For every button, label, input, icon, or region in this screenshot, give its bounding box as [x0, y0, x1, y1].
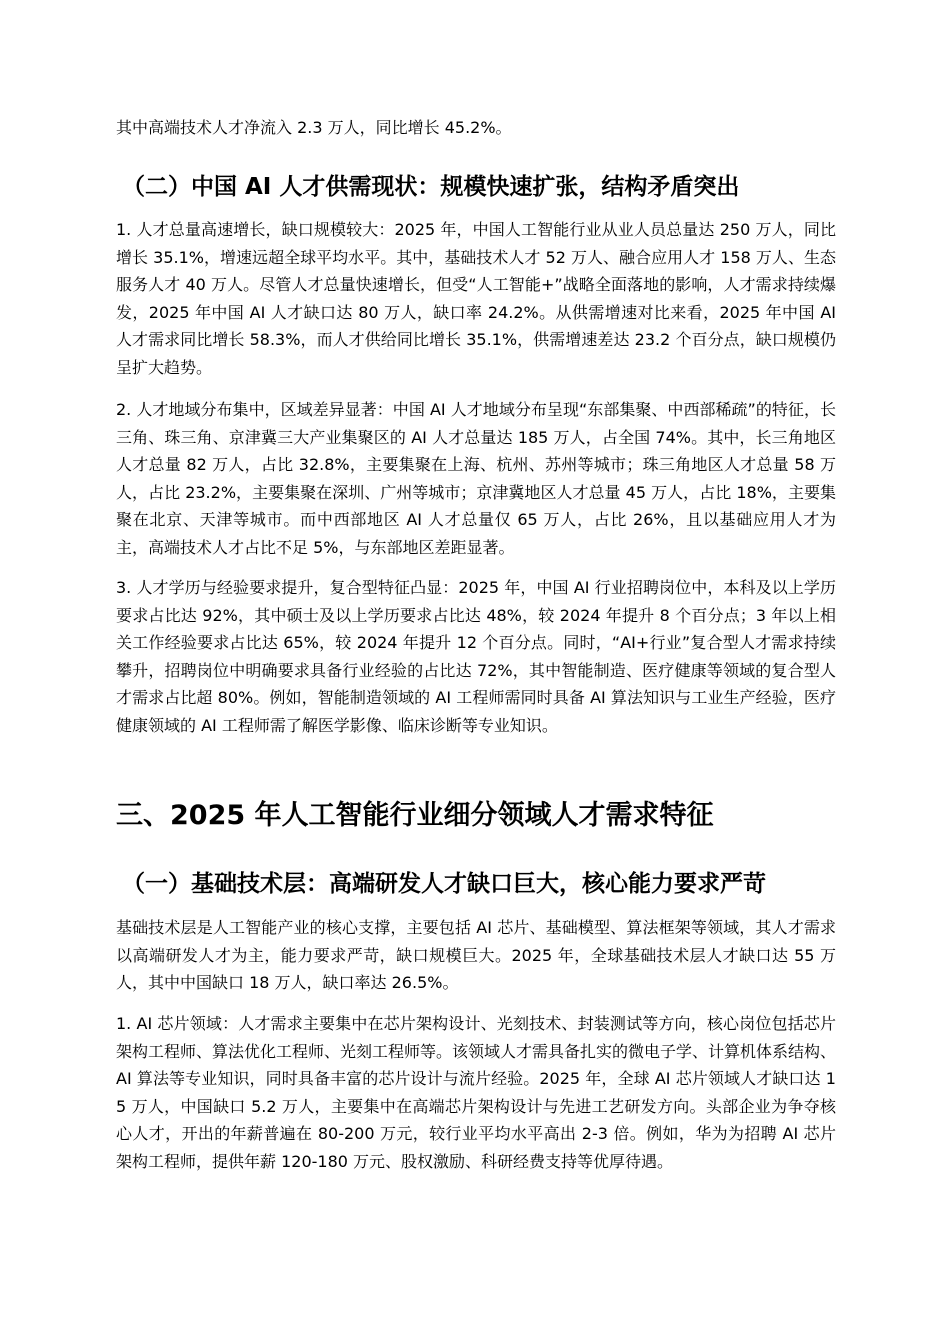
intro-paragraph: 其中高端技术人才净流入 2.3 万人，同比增长 45.2%。	[116, 118, 512, 137]
base-tech-paragraph: 基础技术层是人工智能产业的核心支撑，主要包括 AI 芯片、基础模型、算法框架等领域，其人才需求以高端研发人才为主，能力要求严苛，缺口规模巨大。2025 年，全球基础技术层人才缺口达 55 万人，其中中国缺口 18 万人，缺口率达 26.5%。	[116, 918, 836, 992]
talent-total-paragraph: 1. 人才总量高速增长，缺口规模较大：2025 年，中国人工智能行业从业人员总量达 250 万人，同比增长 35.1%，增速远超全球平均水平。其中，基础技术人才 52 万人、融合应用人才 158 万人、生态服务人才 40 万人。尽管人才总量快速增长，但受“人工智能+”战略全面落地的影响，人才需求持续爆发，2025 年中国 AI 人才缺口达 80 万人，缺口率 24.2%。从供需增速对比来看，2025 年中国 AI 人才需求同比增长 58.3%，而人才供给同比增长 35.1%，供需增速差达 23.2 个百分点，缺口规模仍呈扩大趋势。	[116, 220, 836, 377]
section-2-heading: （二）中国 AI 人才供需现状：规模快速扩张，结构矛盾突出	[122, 174, 740, 200]
talent-education-paragraph: 3. 人才学历与经验要求提升，复合型特征凸显：2025 年，中国 AI 行业招聘岗位中，本科及以上学历要求占比达 92%，其中硕士及以上学历要求占比达 48%，较 2024 年提升 8 个百分点；3 年以上相关工作经验要求占比达 65%，较 2024 年提升 12 个百分点。同时，“AI+行业”复合型人才需求持续攀升，招聘岗位中明确要求具备行业经验的占比达 72%，其中智能制造、医疗健康等领域的复合型人才需求占比超 80%。例如，智能制造领域的 AI 工程师需同时具备 AI 算法知识与工业生产经验，医疗健康领域的 AI 工程师需了解医学影像、临床诊断等专业知识。	[116, 578, 836, 735]
section-3-heading: 三、2025 年人工智能行业细分领域人才需求特征	[116, 800, 714, 831]
talent-region-paragraph: 2. 人才地域分布集中，区域差异显著：中国 AI 人才地域分布呈现“东部集聚、中西部稀疏”的特征，长三角、珠三角、京津冀三大产业集聚区的 AI 人才总量达 185 万人，占全国 74%。其中，长三角地区人才总量 82 万人，占比 32.8%，主要集聚在上海、杭州、苏州等城市；珠三角地区人才总量 58 万人，占比 23.2%，主要集聚在深圳、广州等城市；京津冀地区人才总量 45 万人，占比 18%，主要集聚在北京、天津等城市。而中西部地区 AI 人才总量仅 65 万人，占比 26%，且以基础应用人才为主，高端技术人才占比不足 5%，与东部地区差距显著。	[116, 400, 836, 557]
subsection-1-heading: （一）基础技术层：高端研发人才缺口巨大，核心能力要求严苛	[122, 871, 766, 897]
ai-chip-paragraph: 1. AI 芯片领域：人才需求主要集中在芯片架构设计、光刻技术、封装测试等方向，核心岗位包括芯片架构工程师、算法优化工程师、光刻工程师等。该领域人才需具备扎实的微电子学、计算机体系结构、AI 算法等专业知识，同时具备丰富的芯片设计与流片经验。2025 年，全球 AI 芯片领域人才缺口达 15 万人，中国缺口 5.2 万人，主要集中在高端芯片架构设计与先进工艺研发方向。头部企业为争夺核心人才，开出的年薪普遍在 80-200 万元，较行业平均水平高出 2-3 倍。例如，华为为招聘 AI 芯片架构工程师，提供年薪 120-180 万元、股权激励、科研经费支持等优厚待遇。	[116, 1014, 837, 1171]
